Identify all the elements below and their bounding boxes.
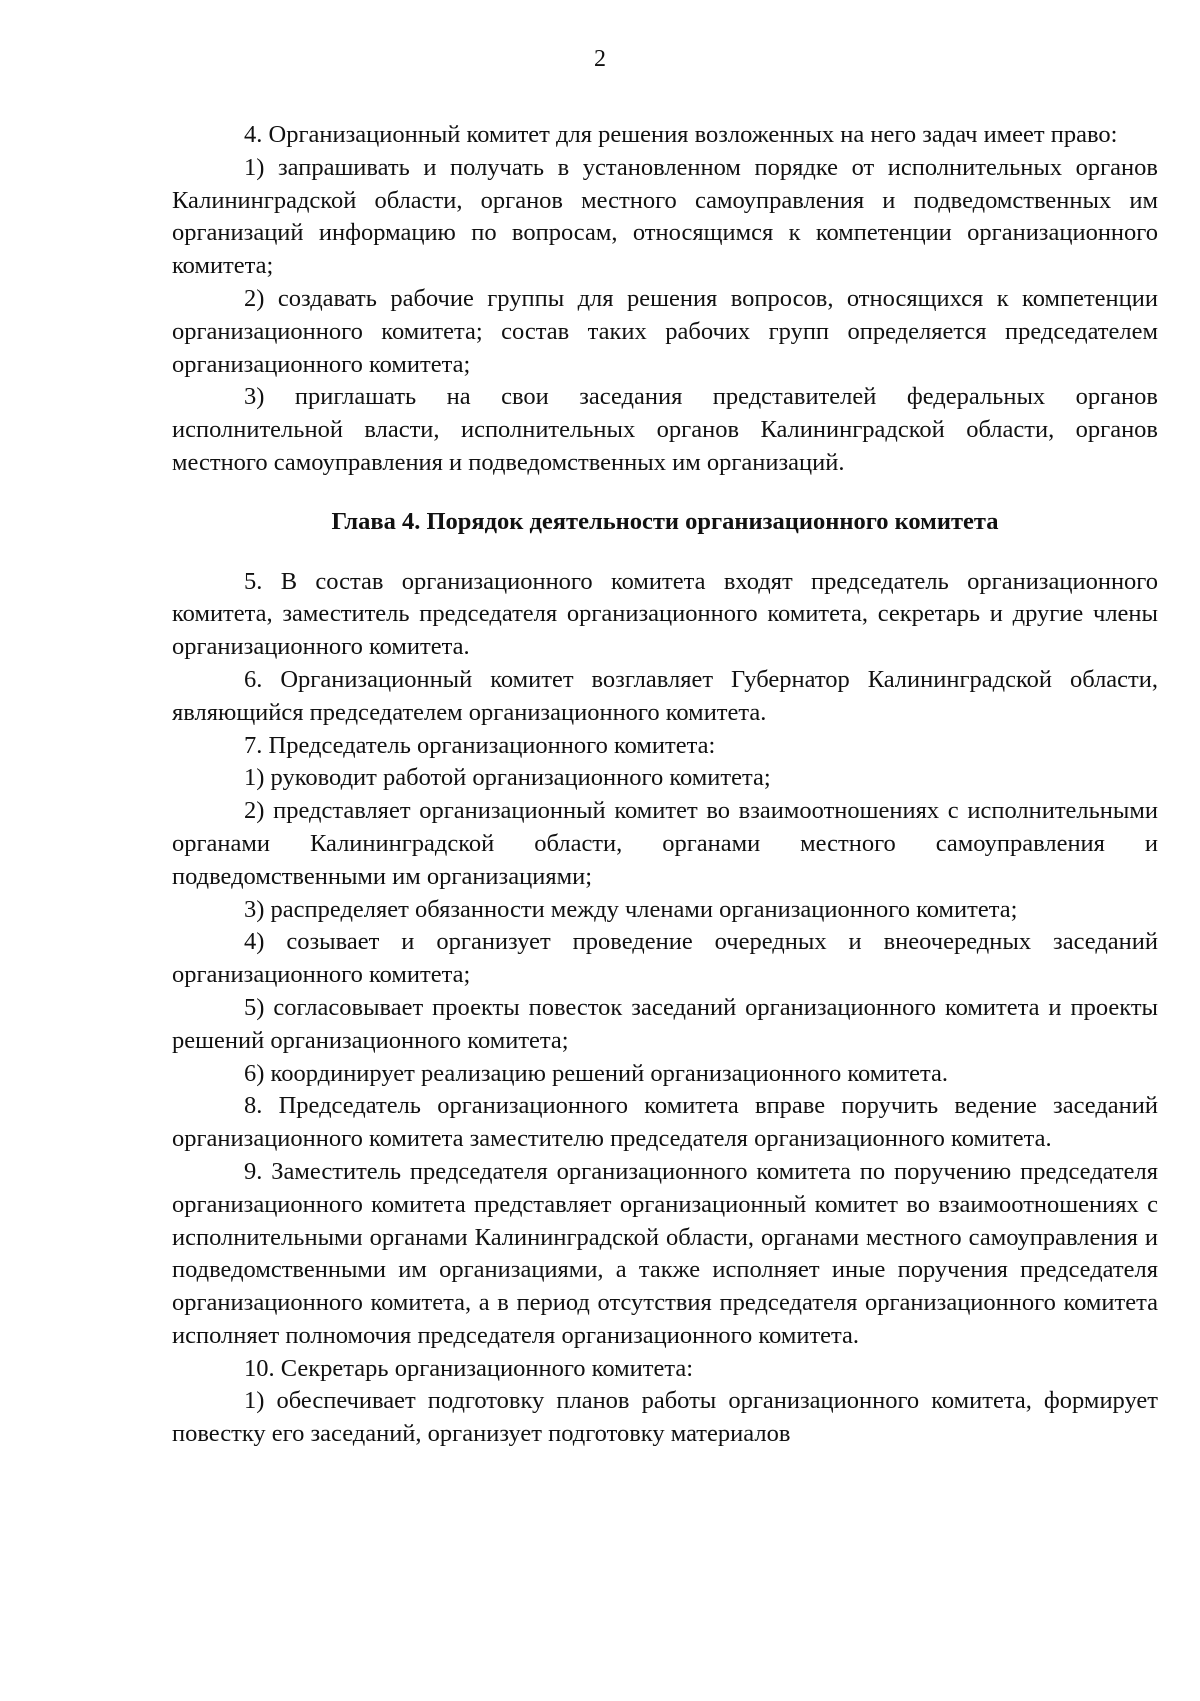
paragraph-item-9: 9. Заместитель председателя организационного комитета по поручению председателя организационного комитета представляет организационный комитет во взаимоотношениях с исполнительными органами Калининградской области, органами местного самоуправления и подведомственными им организациями, а также исполняет иные поручения председателя организационного комитета, а в период отсутствия председателя организационного комитета исполняет полномочия председателя организационного комитета. — [172, 1157, 1158, 1349]
paragraph-item-7: 7. Председатель организационного комитета: — [244, 731, 716, 759]
paragraph-item-7-sub-1: 1) руководит работой организационного комитета; — [244, 764, 771, 792]
paragraph-item-4: 4. Организационный комитет для решения возложенных на него задач имеет право: — [244, 121, 1118, 148]
chapter-heading: Глава 4. Порядок деятельности организационного комитета — [331, 507, 999, 535]
paragraph-subitem-3: 3) приглашать на свои заседания представителей федеральных органов исполнительной власти, исполнительных органов Калининградской области, органов местного самоуправления и подведомственных им организаций. — [172, 383, 1158, 476]
paragraph-item-7-sub-3: 3) распределяет обязанности между членами организационного комитета; — [244, 895, 1018, 923]
page-number: 2 — [594, 46, 606, 72]
document-body — [172, 119, 1158, 1451]
paragraph-item-7-sub-2: 2) представляет организационный комитет во взаимоотношениях с исполнительными органами Калининградской области, органами местного самоуправления и подведомственными им организациями; — [172, 797, 1158, 890]
section-rights — [172, 119, 1158, 480]
paragraph-item-6: 6. Организационный комитет возглавляет Губернатор Калининградской области, являющийся председателем организационного комитета. — [172, 665, 1158, 726]
paragraph-item-5: 5. В состав организационного комитета входят председатель организационного комитета, заместитель председателя организационного комитета, секретарь и другие члены организационного комитета. — [172, 567, 1158, 661]
paragraph-item-7-sub-6: 6) координирует реализацию решений организационного комитета. — [244, 1059, 948, 1087]
paragraph-item-10-sub-1: 1) обеспечивает подготовку планов работы организационного комитета, формирует повестку его заседаний, организует подготовку материалов — [172, 1387, 1158, 1448]
paragraph-item-8: 8. Председатель организационного комитета вправе поручить ведение заседаний организационного комитета заместителю председателя организационного комитета. — [172, 1092, 1158, 1153]
section-chapter-4 — [172, 566, 1158, 1452]
paragraph-item-7-sub-4: 4) созывает и организует проведение очередных и внеочередных заседаний организационного комитета; — [172, 928, 1158, 989]
paragraph-item-10: 10. Секретарь организационного комитета: — [244, 1354, 694, 1382]
paragraph-subitem-2: 2) создавать рабочие группы для решения вопросов, относящихся к компетенции организационного комитета; состав таких рабочих групп определяется председателем организационного комитета; — [172, 284, 1158, 378]
paragraph-item-7-sub-5: 5) согласовывает проекты повесток заседаний организационного комитета и проекты решений организационного комитета; — [172, 993, 1158, 1054]
paragraph-subitem-1: 1) запрашивать и получать в установленном порядке от исполнительных органов Калининградской области, органов местного самоуправления и подведомственных им организаций информацию по вопросам, относящимся к компетенции организационного комитета; — [172, 153, 1158, 280]
